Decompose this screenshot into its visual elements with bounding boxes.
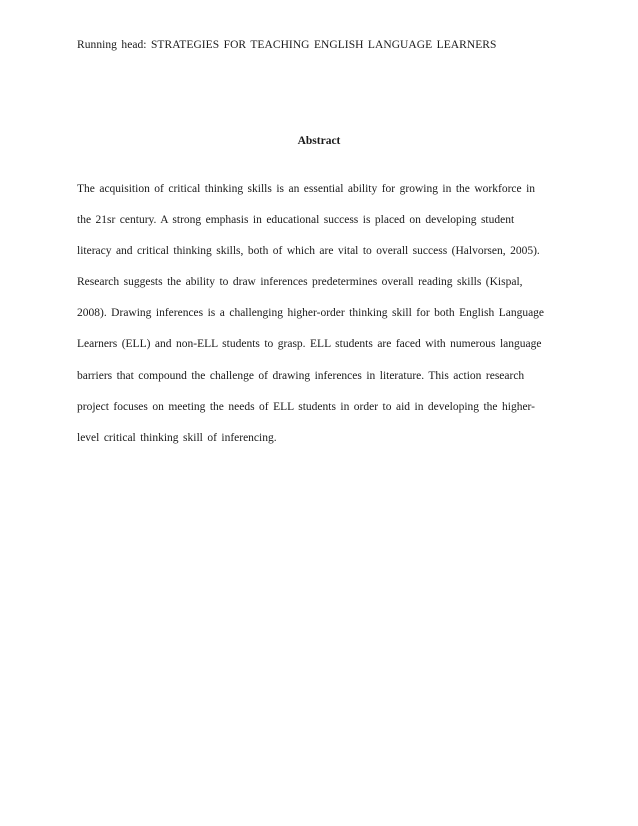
abstract-line: 2008). Drawing inferences is a challenging higher-order thinking skill for both English Language <box>77 307 545 320</box>
abstract-line: barriers that compound the challenge of drawing inferences in literature. This action research <box>77 369 525 382</box>
abstract-line: project focuses on meeting the needs of ELL students in order to aid in developing the higher- <box>77 400 535 413</box>
abstract-line: literacy and critical thinking skills, both of which are vital to overall success (Halvorsen, 2005). <box>77 245 540 258</box>
running-head: Running head: STRATEGIES FOR TEACHING ENGLISH LANGUAGE LEARNERS <box>77 39 497 51</box>
abstract-line: Research suggests the ability to draw inferences predetermines overall reading skills (Kispal, <box>77 276 523 289</box>
abstract-line: level critical thinking skill of inferencing. <box>77 431 277 444</box>
abstract-line: The acquisition of critical thinking skills is an essential ability for growing in the workforce in <box>77 183 536 195</box>
abstract-heading: Abstract <box>297 135 341 147</box>
abstract-body <box>77 182 544 462</box>
abstract-line: Learners (ELL) and non-ELL students to grasp. ELL students are faced with numerous language <box>77 338 542 351</box>
abstract-line: the 21sr century. A strong emphasis in educational success is placed on developing student <box>77 214 515 227</box>
